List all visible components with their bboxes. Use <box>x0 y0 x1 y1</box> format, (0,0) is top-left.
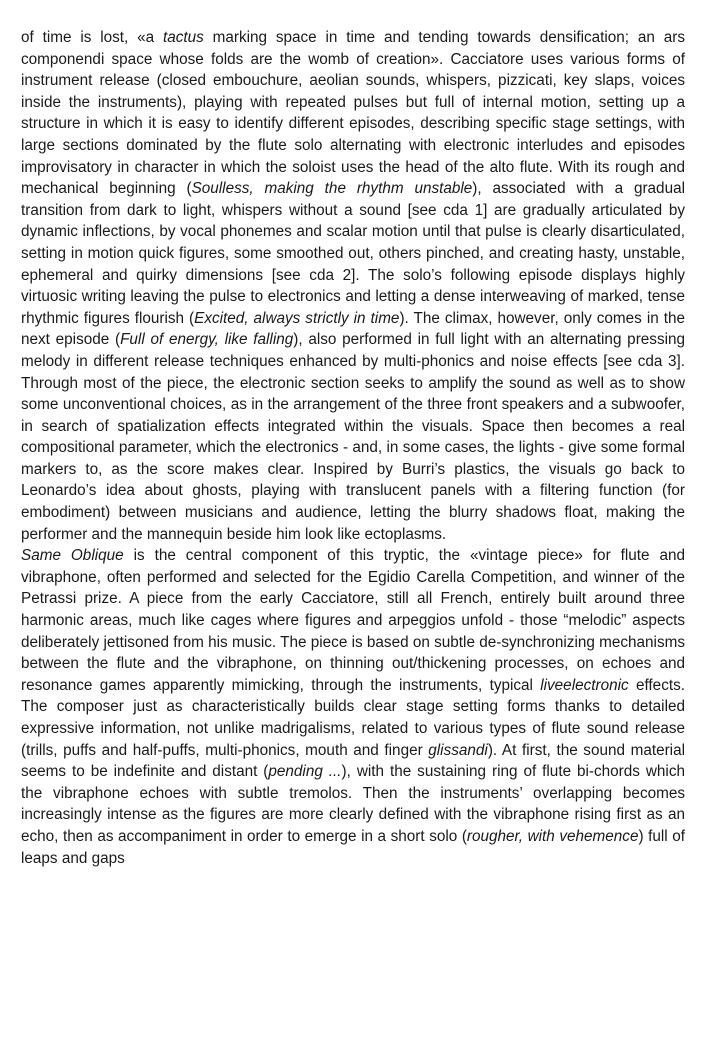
italic-text-segment: liveelectronic <box>540 676 629 694</box>
italic-text-segment: rougher, with vehemence <box>466 827 639 845</box>
text-segment: marking space in time and tending towards densification; an ars componendi space whose folds are the womb of creation». Cacciatore uses various forms of instrument release (closed embouchure, aeolian sounds, whispers, pizzicati, key slaps, voices inside the instruments), playing with repeated pulses but full of internal motion, setting up a structure in which it is easy to identify different episodes, describing specific stage settings, with large sections dominated by the flute solo alternating with electronic interludes and episodes improvisatory in character in which the soloist uses the head of the alto flute. With its rough and mechanical beginning ( <box>21 29 685 198</box>
text-segment: ), associated with a gradual transition from dark to light, whispers without a sound [see cda 1] are gradually articulated by dynamic inflections, by vocal phonemes and scalar motion until that pulse is clearly disarticulated, setting in motion quick figures, some smoothed out, others pinched, and creating hasty, unstable, ephemeral and quirky dimensions [see cda 2]. The solo’s following episode displays highly virtuosic writing leaving the pulse to electronics and letting a dense interweaving of marked, tense rhythmic figures flourish ( <box>21 180 685 327</box>
text-segment: effects. The composer just as characteristically builds clear stage setting forms thanks to detailed expressive information, not unlike madrigalisms, related to various types of flute sound release (trills, puffs and half-puffs, multi-phonics, mouth and finger <box>21 676 685 759</box>
italic-text-segment: Same Oblique <box>21 547 124 565</box>
text-segment: of time is lost, «a <box>21 29 163 46</box>
italic-text-segment: Excited, always strictly in time <box>194 309 400 327</box>
italic-text-segment: Full of energy, like falling <box>120 331 294 349</box>
italic-text-segment: tactus <box>162 29 204 46</box>
paragraph-same-oblique <box>21 545 685 869</box>
text-segment: ) full of leaps and gaps <box>21 827 686 867</box>
italic-text-segment: pending ... <box>268 763 342 781</box>
text-segment: ), also performed in full light with an alternating pressing melody in different release techniques enhanced by multi-phonics and noise effects [see cda 3]. Through most of the piece, the electronic section seeks to amplify the sound as well as to show some unconventional choices, as in the arrangement of the three front speakers and a subwoofer, in search of spatialization effects integrated within the visuals. Space then becomes a real compositional parameter, which the electronics - and, in some cases, the lights - give some formal markers to, as the score makes clear. Inspired by Burri’s plastics, the visuals go back to Leonardo’s idea about ghosts, playing with translucent panels with a filtering function (for embodiment) between musicians and audience, letting the blurry shadows float, making the performer and the mannequin beside him look like ectoplasms. <box>21 331 686 543</box>
italic-text-segment: Soulless, making the rhythm unstable <box>191 180 473 198</box>
paragraph-cacciatore-description <box>21 27 685 545</box>
text-segment: ), with the sustaining ring of flute bi-chords which the vibraphone echoes with subtle tremolos. Then the instruments’ overlapping becomes increasingly intense as the figures are more clearly defined with the vibraphone rising first as an echo, then as accompaniment in order to emerge in a short solo ( <box>21 763 685 845</box>
document-page <box>21 27 685 869</box>
text-segment: ). The climax, however, only comes in the next episode ( <box>21 309 685 349</box>
italic-text-segment: glissandi <box>428 741 488 759</box>
text-segment: ). At first, the sound material seems to be indefinite and distant ( <box>21 741 685 781</box>
text-segment: is the central component of this tryptic, the «vintage piece» for flute and vibraphone, often performed and selected for the Egidio Carella Competition, and winner of the Petrassi prize. A piece from the early Cacciatore, still all French, entirely built around three harmonic areas, much like cages where figures and arpeggios unfold - those “melodic” aspects deliberately jettisoned from his music. The piece is based on subtle de-synchronizing mechanisms between the flute and the vibraphone, on thinning out/thickening processes, on echoes and resonance games apparently mimicking, through the instruments, typical <box>21 547 685 694</box>
